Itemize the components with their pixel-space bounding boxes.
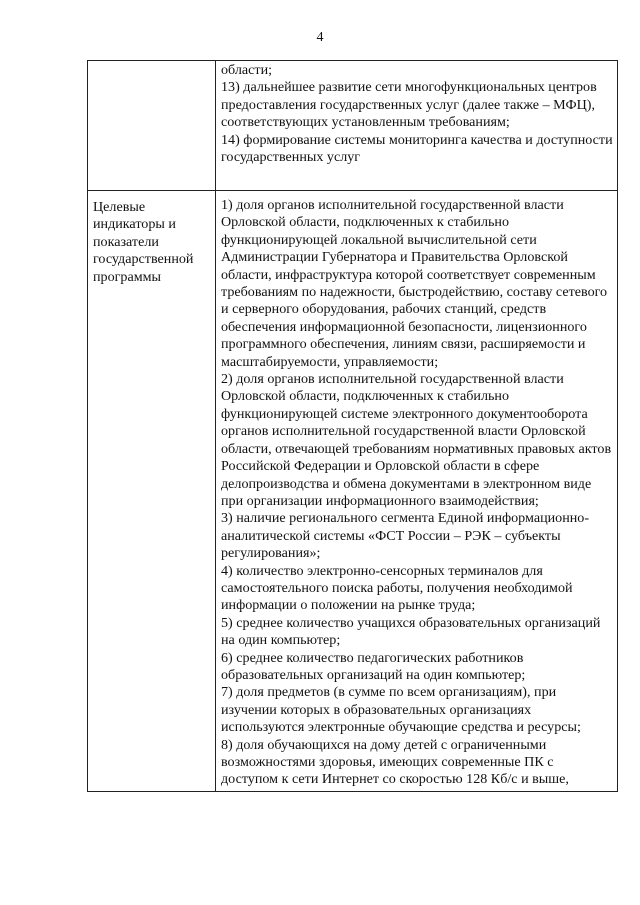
table-row xyxy=(88,191,618,792)
page-number: 4 xyxy=(316,30,324,45)
row-content: 1) доля органов исполнительной государственной власти Орловской области, подключенных к стабильно функционирующей локальной вычислительной сети Администрации Губернатора и Правительства Орловской области, инфраструктура которой соответствует современным требованиям по надежности, быстродействию, составу сетевого и серверного оборудования, рабочих станций, средств обеспечения информационной безопасности, лицензионного программного обеспечения, линиям связи, расширяемости и масштабируемости, управляемости; 2) доля органов исполнительной государственной власти Орловской области, подключенных к стабильно функционирующей системе электронного документооборота органов исполнительной государственной власти Орловской области, отвечающей требованиям нормативных правовых актов Российской Федерации и Орловской области в сфере делопроизводства и обмена документами в электронном виде при организации информационного взаимодействия; 3) наличие регионального сегмента Единой информационно-аналитической системы «ФСТ России – РЭК – субъекты регулирования»; 4) количество электронно-сенсорных терминалов для самостоятельного поиска работы, получения необходимой информации о положении на рынке труда; 5) среднее количество учащихся образовательных организаций на один компьютер; 6) среднее количество педагогических работников образовательных организаций на один компьютер; 7) доля предметов (в сумме по всем организациям), при изучении которых в образовательных организациях используются электронные обучающие средства и ресурсы; 8) доля обучающихся на дому детей с ограниченными возможностями здоровья, имеющих современные ПК с доступом к сети Интернет со скоростью 128 Кб/с и выше, xyxy=(221,197,612,788)
row-label: Целевые индикаторы и показатели государственной программы xyxy=(93,199,194,285)
program-table xyxy=(87,60,618,792)
row-label-cell xyxy=(88,61,216,191)
table-row xyxy=(88,61,618,191)
row-content: области; 13) дальнейшее развитие сети многофункциональных центров предоставления государственных услуг (далее также – МФЦ), соответствующих установленным требованиям; 14) формирование системы мониторинга качества и доступности государственных услуг xyxy=(221,62,613,166)
row-content-cell xyxy=(216,61,618,191)
row-content-cell xyxy=(216,191,618,792)
row-label-cell xyxy=(88,191,216,792)
